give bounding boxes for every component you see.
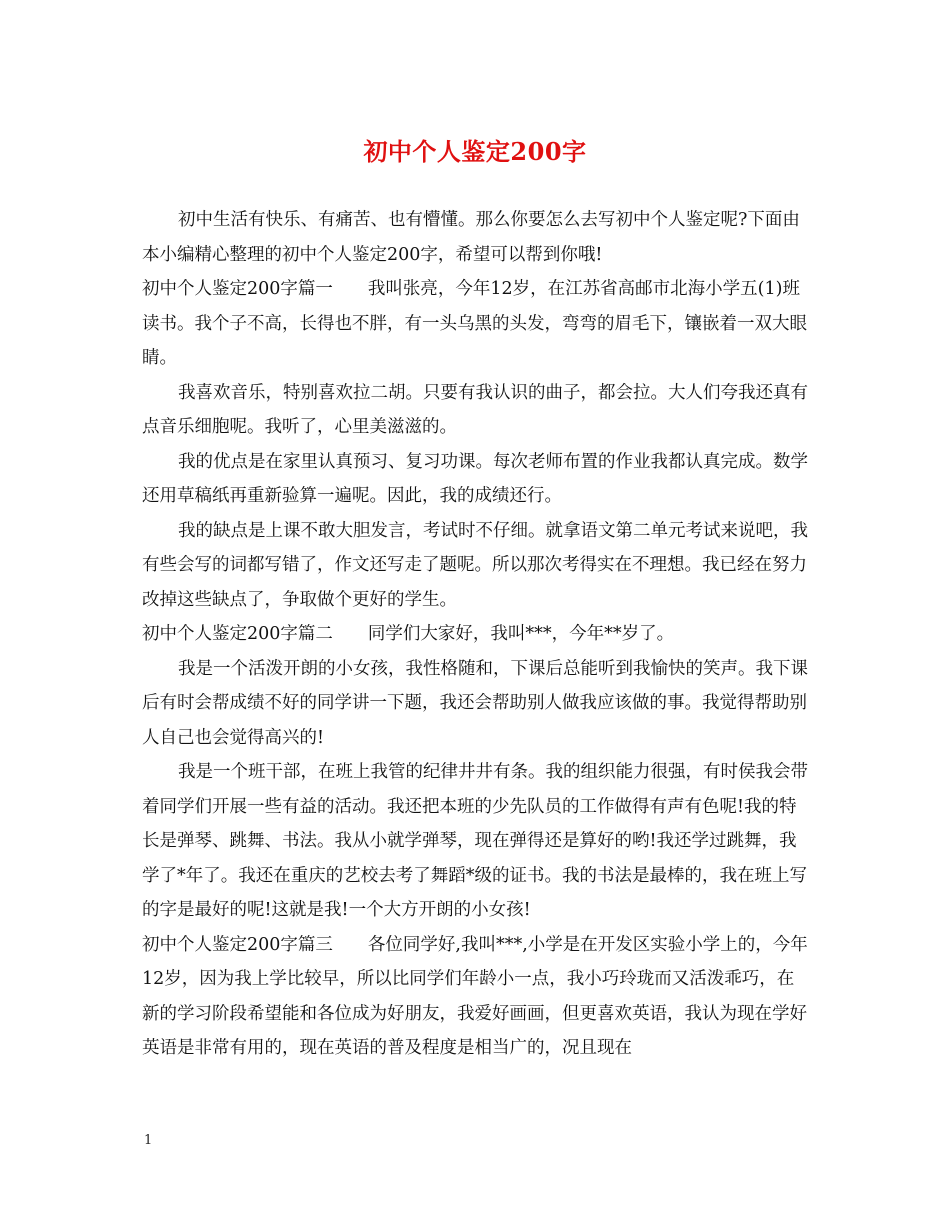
paragraph-part3-heading: 初中个人鉴定200字篇三 各位同学好,我叫***,小学是在开发区实验小学上的，今年12岁，因为我上学比较早，所以比同学们年龄小一点，我小巧玲珑而又活泼乖巧，在新的学习阶段希望能和各位成为好朋友，我爱好画画，但更喜欢英语，我认为现在学好英语是非常有用的，现在英语的普及程度是相当广的，况且现在 <box>142 934 808 1058</box>
paragraph-music: 我喜欢音乐，特别喜欢拉二胡。只要有我认识的曲子，都会拉。大人们夸我还真有点音乐细胞呢。我听了，心里美滋滋的。 <box>142 382 808 437</box>
paragraph-personality: 我是一个活泼开朗的小女孩，我性格随和，下课后总能听到我愉快的笑声。我下课后有时会帮成绩不好的同学讲一下题，我还会帮助别人做我应该做的事。我觉得帮助别人自己也会觉得高兴的! <box>142 658 808 748</box>
document-body <box>142 203 810 1066</box>
paragraph-class-leader: 我是一个班干部，在班上我管的纪律井井有条。我的组织能力很强，有时侯我会带着同学们开展一些有益的活动。我还把本班的少先队员的工作做得有声有色呢!我的特长是弹琴、跳舞、书法。我从小就学弹琴，现在弹得还是算好的哟!我还学过跳舞，我学了*年了。我还在重庆的艺校去考了舞蹈*级的证书。我的书法是最棒的，我在班上写的字是最好的呢!这就是我!一个大方开朗的小女孩! <box>142 762 808 920</box>
document-title: 初中个人鉴定200字 <box>363 137 587 166</box>
paragraph-intro: 初中生活有快乐、有痛苦、也有懵懂。那么你要怎么去写初中个人鉴定呢?下面由本小编精心整理的初中个人鉴定200字，希望可以帮到你哦! <box>142 210 800 265</box>
page-number: 1 <box>144 1133 153 1148</box>
paragraph-strengths: 我的优点是在家里认真预习、复习功课。每次老师布置的作业我都认真完成。数学还用草稿纸再重新验算一遍呢。因此，我的成绩还行。 <box>142 451 808 506</box>
paragraph-part1-heading: 初中个人鉴定200字篇一 我叫张亮，今年12岁，在江苏省高邮市北海小学五(1)班读书。我个子不高，长得也不胖，有一头乌黑的头发，弯弯的眉毛下，镶嵌着一双大眼睛。 <box>142 279 807 368</box>
paragraph-weaknesses: 我的缺点是上课不敢大胆发言，考试时不仔细。就拿语文第二单元考试来说吧，我有些会写的词都写错了，作文还写走了题呢。所以那次考得实在不理想。我已经在努力改掉这些缺点了，争取做个更好的学生。 <box>142 520 808 610</box>
paragraph-part2-heading: 初中个人鉴定200字篇二 同学们大家好，我叫***，今年**岁了。 <box>142 624 675 644</box>
